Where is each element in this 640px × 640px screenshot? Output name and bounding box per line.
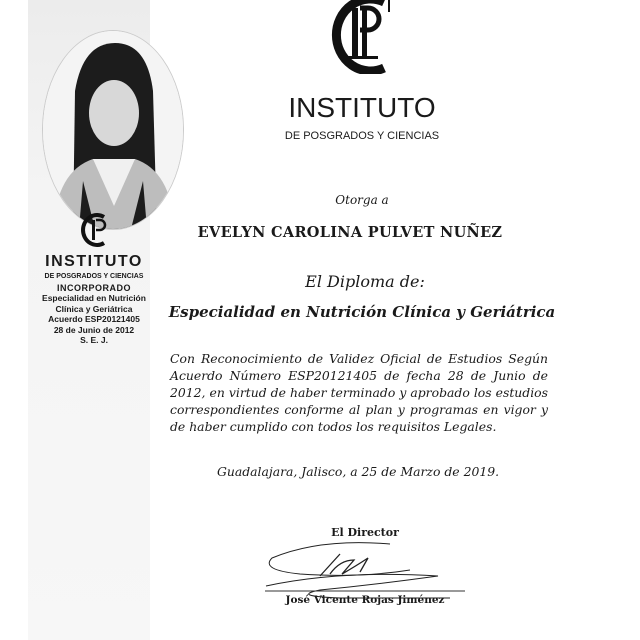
graduate-photo	[42, 30, 184, 230]
institute-subtitle: DE POSGRADOS Y CIENCIAS	[284, 130, 440, 142]
sidebar-line: S. E. J.	[80, 335, 108, 345]
institute-logo	[322, 0, 402, 74]
director-name: José Vicente Rojas Jiménez	[285, 594, 445, 606]
sidebar-line: Clínica y Geriátrica	[55, 303, 133, 314]
small-institute-logo	[80, 212, 112, 248]
program-name: Especialidad en Nutrición Clínica y Geriátrica	[168, 303, 556, 321]
sidebar-seal-text	[36, 252, 152, 346]
place-and-date: Guadalajara, Jalisco, a 25 de Marzo de 2019.	[216, 464, 500, 479]
sidebar-line: DE POSGRADOS Y CIENCIAS	[44, 273, 144, 280]
sidebar-line: Especialidad en Nutrición	[42, 293, 146, 303]
diploma-label: El Diploma de:	[305, 272, 425, 291]
grants-label: Otorga a	[335, 193, 389, 207]
sidebar-institute: INSTITUTO	[45, 253, 143, 270]
recipient-name: EVELYN CAROLINA PULVET NUÑEZ	[197, 224, 503, 241]
sidebar-line: INCORPORADO	[56, 282, 131, 293]
institute-title: INSTITUTO	[288, 92, 436, 123]
sidebar-line: 28 de Junio de 2012	[53, 324, 135, 335]
validity-paragraph: Con Reconocimiento de Validez Oficial de Estudios Según Acuerdo Número ESP20121405 de fecha 28 de Junio de 2012, en virtud de haber terminado y aprobado los estudios correspondientes conforme al plan y programas en vigor y de haber cumplido con todos los requisitos Legales.	[170, 351, 548, 434]
director-title: El Director	[331, 526, 399, 539]
sidebar-line: Acuerdo ESP20121405	[48, 314, 140, 324]
